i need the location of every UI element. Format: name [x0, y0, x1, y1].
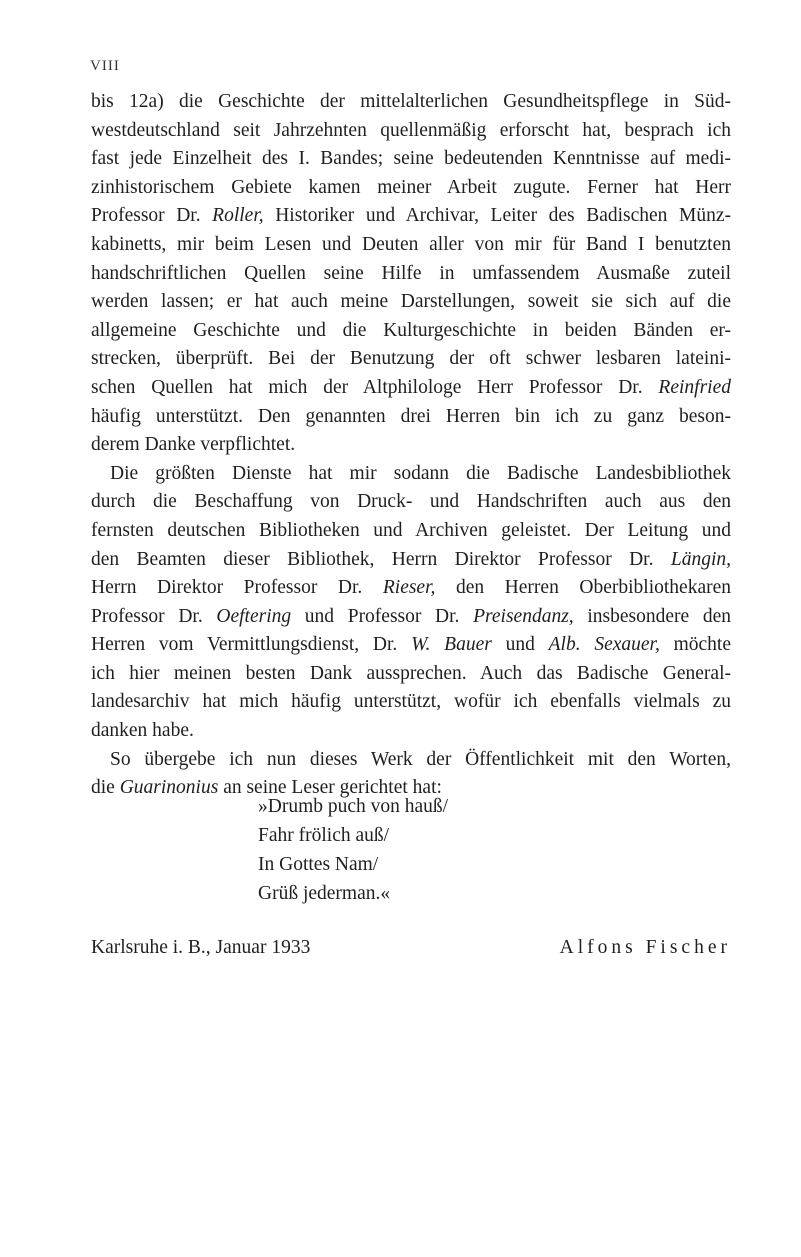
text-line: häufig unterstützt. Den genannten drei Herren bin ich zu ganz beson-: [91, 405, 731, 427]
body-text: [91, 88, 731, 803]
name-roller: Roller,: [212, 205, 264, 227]
text-line: So übergebe ich nun dieses Werk der Öffentlichkeit mit den Worten,: [110, 748, 731, 770]
text-span: den Beamten dieser Bibliothek, Herrn Direktor Professor Dr.: [91, 548, 671, 570]
signature-row: [91, 933, 731, 963]
text-line: westdeutschland seit Jahrzehnten quellenmäßig erforscht hat, besprach ich: [91, 119, 731, 141]
text-line: danken habe.: [91, 720, 194, 742]
text-line: [91, 631, 731, 660]
text-span: an seine Leser gerichtet hat:: [218, 777, 442, 799]
author-name: Alfons Fischer: [559, 937, 731, 958]
text-line: derem Danke verpflichtet.: [91, 434, 296, 456]
text-line: bis 12a) die Geschichte der mittelalterlichen Gesundheitspflege in Süd-: [91, 91, 731, 112]
text-span: Herren vom Vermittlungsdienst, Dr.: [91, 634, 412, 656]
verse-line: Grüß jederman.«: [258, 883, 391, 904]
text-line: durch die Beschaffung von Druck- und Handschriften auch aus den: [91, 491, 731, 513]
name-sexauer: Alb. Sexauer,: [548, 634, 660, 656]
verse-quote: [258, 792, 558, 908]
text-span: Professor Dr.: [91, 205, 213, 227]
verse-line: Fahr frölich auß/: [258, 825, 390, 846]
text-span: schen Quellen hat mich der Altphilologe Herr Professor Dr.: [91, 376, 659, 398]
name-laengin: Längin,: [670, 548, 731, 570]
text-line: allgemeine Geschichte und die Kulturgeschichte in beiden Bänden er-: [91, 319, 731, 341]
place-date: Karlsruhe i. B., Januar 1933: [91, 937, 311, 958]
text-line: ich hier meinen besten Dank aussprechen. Auch das Badische General-: [91, 662, 731, 684]
text-span: Herrn Direktor Professor Dr.: [91, 577, 383, 599]
text-line: Die größten Dienste hat mir sodann die Badische Landesbibliothek: [110, 462, 731, 484]
text-span: und Professor Dr.: [291, 605, 474, 627]
text-line: [91, 374, 731, 403]
text-line: [91, 546, 731, 575]
text-line: strecken, überprüft. Bei der Benutzung der oft schwer lesbaren lateini-: [91, 348, 731, 370]
verse-line: »Drumb puch von hauß/: [258, 796, 449, 817]
name-bauer: W. Bauer: [411, 634, 492, 656]
name-reinfried: Reinfried: [658, 376, 731, 398]
text-line: kabinetts, mir beim Lesen und Deuten aller von mir für Band I benutzten: [91, 233, 731, 255]
text-span: insbesondere den: [573, 605, 731, 627]
verse-line: In Gottes Nam/: [258, 854, 379, 875]
name-rieser: Rieser,: [382, 577, 436, 599]
text-line: [91, 202, 731, 231]
name-oeftering: Oeftering: [216, 605, 292, 627]
text-line: zinhistorischem Gebiete kamen meiner Arbeit zugute. Ferner hat Herr: [91, 176, 731, 198]
text-line: werden lassen; er hat auch meine Darstellungen, soweit sie sich auf die: [91, 291, 731, 313]
text-line: [91, 574, 731, 603]
name-preisendanz: Preisendanz,: [473, 605, 574, 627]
text-span: möchte: [659, 634, 731, 656]
text-line: fernsten deutschen Bibliotheken und Archiven geleistet. Der Leitung und: [91, 519, 731, 541]
text-span: und: [491, 634, 549, 656]
text-span: die: [91, 777, 120, 799]
text-span: Historiker und Archivar, Leiter des Badischen Münz-: [263, 205, 731, 227]
text-line: handschriftlichen Quellen seine Hilfe in umfassendem Ausmaße zuteil: [91, 262, 731, 284]
text-line: fast jede Einzelheit des I. Bandes; seine bedeutenden Kenntnisse auf medi-: [91, 148, 731, 170]
text-span: Professor Dr.: [91, 605, 217, 627]
text-line: landesarchiv hat mich häufig unterstützt, wofür ich ebenfalls vielmals zu: [91, 691, 731, 713]
text-line: [91, 603, 731, 632]
page-number: VIII: [90, 58, 120, 74]
text-span: den Herren Oberbibliothekaren: [435, 577, 731, 599]
name-guarinonius: Guarinonius: [119, 777, 219, 799]
